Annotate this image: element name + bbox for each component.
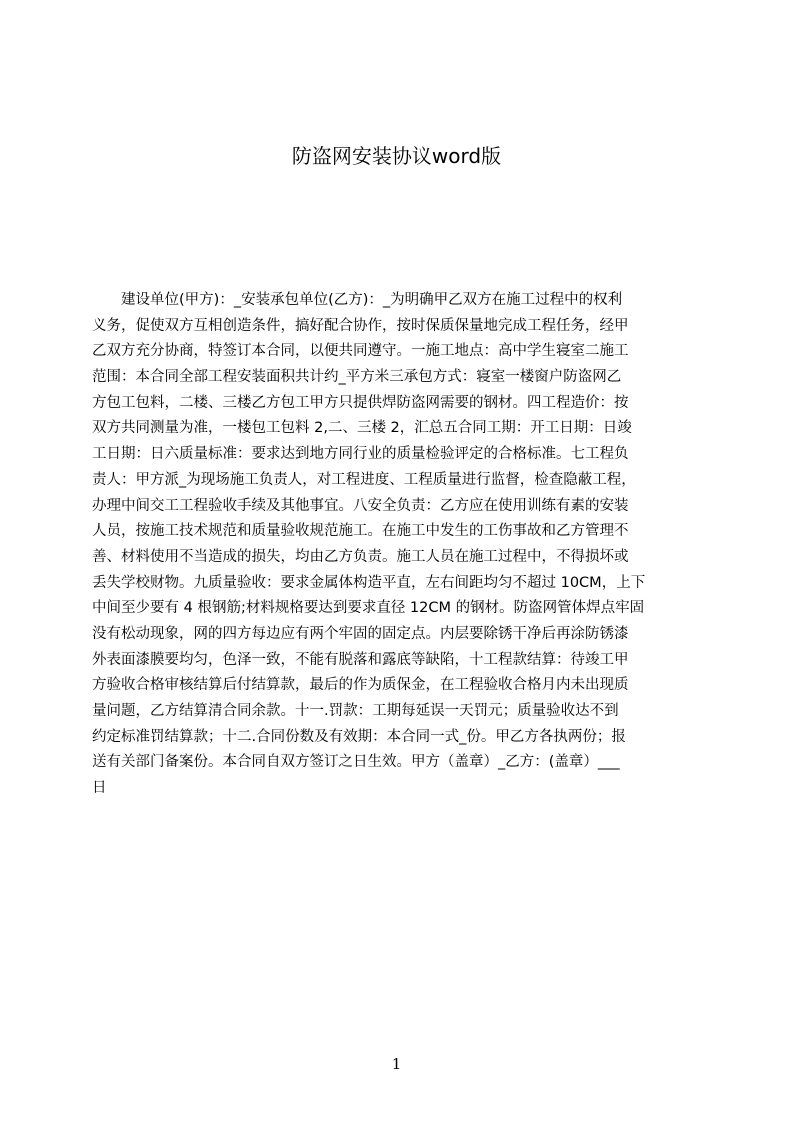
body-line: 建设单位(甲方)：_安装承包单位(乙方)：_为明确甲乙双方在施工过程中的权利	[92, 292, 623, 308]
body-line: 乙双方充分协商，特签订本合同，以便共同遵守。一施工地点：高中学生寝室二施工	[92, 343, 629, 360]
body-line: 丢失学校财物。九质量验收：要求金属体构造平直，左右间距均匀不超过 10CM，上下	[92, 574, 646, 591]
body-line: 方验收合格审核结算后付结算款，最后的作为质保金，在工程验收合格月内未出现质	[92, 677, 629, 694]
body-line: 量问题，乙方结算清合同余款。十一.罚款：工期每延误一天罚元；质量验收达不到	[92, 703, 619, 719]
body-line: 范围：本合同全部工程安装面积共计约_平方米三承包方式：寝室一楼窗户防盗网乙	[92, 369, 622, 386]
body-line: 约定标准罚结算款；十二.合同份数及有效期：本合同一式_份。甲乙方各执两份；报	[92, 728, 626, 745]
body-line: 方包工包料，二楼、三楼乙方包工甲方只提供焊防盗网需要的钢材。四工程造价：按	[92, 394, 629, 411]
body-line: 人员，按施工技术规范和质量验收规范施工。在施工中发生的工伤事故和乙方管理不	[92, 523, 629, 540]
document-title: 防盗网安装协议word版	[291, 144, 502, 168]
contract-body	[92, 288, 697, 828]
body-line: 善、材料使用不当造成的损失，均由乙方负责。施工人员在施工过程中，不得损坏或	[92, 548, 629, 565]
body-line: 义务，促使双方互相创造条件，搞好配合协作，按时保质保量地完成工程任务，经甲	[92, 317, 629, 334]
body-line: 送有关部门备案份。本合同自双方签订之日生效。甲方（盖章）_乙方：(盖章）___	[92, 754, 620, 771]
body-line: 没有松动现象，网的四方每边应有两个牢固的固定点。内层要除锈干净后再涂防锈漆	[92, 625, 629, 642]
body-line: 办理中间交工工程验收手续及其他事宜。八安全负责：乙方应在使用训练有素的安装	[92, 497, 629, 514]
body-line: 日	[92, 780, 107, 797]
body-line: 外表面漆膜要均匀，色泽一致，不能有脱落和露底等缺陷，十工程款结算：待竣工甲	[92, 651, 629, 668]
body-line: 责人：甲方派_为现场施工负责人，对工程进度、工程质量进行监督，检查隐蔽工程，	[92, 471, 636, 488]
body-line: 工日期：日六质量标准：要求达到地方同行业的质量检验评定的合格标准。七工程负	[92, 446, 629, 463]
page-number: 1	[391, 1055, 402, 1073]
body-line: 中间至少要有 4 根钢筋;材料规格要达到要求直径 12CM 的钢材。防盗网管体焊点牢固	[92, 600, 645, 617]
body-line: 双方共同测量为准，一楼包工包料 2,二、三楼 2，汇总五合同工期：开工日期：日竣	[92, 420, 632, 437]
